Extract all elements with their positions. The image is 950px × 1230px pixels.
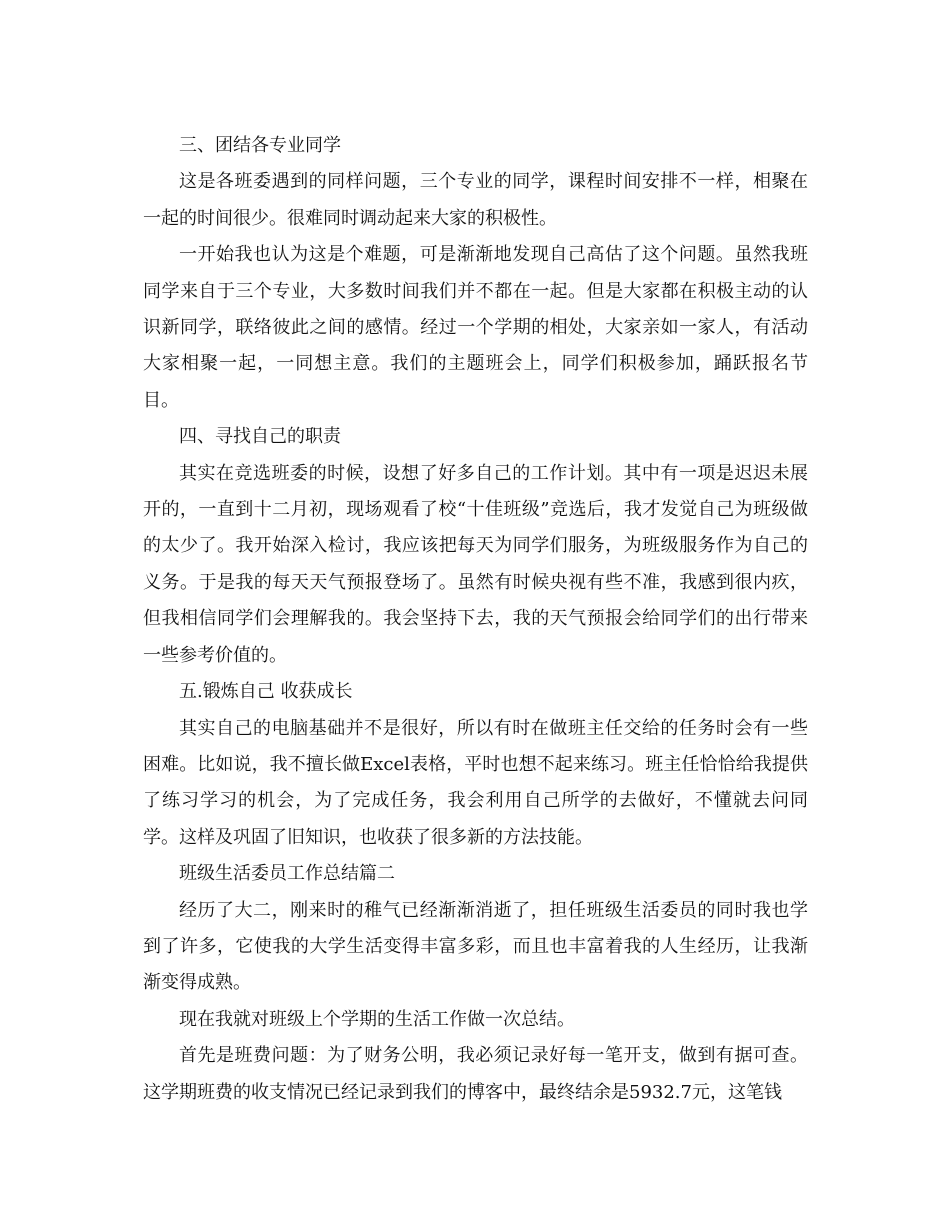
document-body [143, 128, 808, 1111]
paragraph: 这是各班委遇到的同样问题，三个专业的同学，课程时间安排不一样，相聚在一起的时间很少。很难同时调动起来大家的积极性。 [143, 171, 808, 229]
paragraph: 一开始我也认为这是个难题，可是渐渐地发现自己高估了这个问题。虽然我班同学来自于三个专业，大多数时间我们并不都在一起。但是大家都在积极主动的认识新同学，联络彼此之间的感情。经过一个学期的相处，大家亲如一家人，有活动大家相聚一起，一同想主意。我们的主题班会上，同学们积极参加，踊跃报名节目。 [143, 244, 808, 411]
heading-section-4: 四、寻找自己的职责 [179, 426, 341, 448]
paragraph: 其实自己的电脑基础并不是很好，所以有时在做班主任交给的任务时会有一些困难。比如说，我不擅长做Excel表格，平时也想不起来练习。班主任恰恰给我提供了练习学习的机会，为了完成任务，我会利用自己所学的去做好，不懂就去问同学。这样及巩固了旧知识，也收获了很多新的方法技能。 [143, 717, 808, 848]
heading-part-2: 班级生活委员工作总结篇二 [179, 863, 395, 885]
paragraph: 现在我就对班级上个学期的生活工作做一次总结。 [179, 1008, 575, 1030]
paragraph: 其实在竞选班委的时候，设想了好多自己的工作计划。其中有一项是迟迟未展开的，一直到十二月初，现场观看了校“十佳班级”竞选后，我才发觉自己为班级做的太少了。我开始深入检讨，我应该把每天为同学们服务，为班级服务作为自己的义务。于是我的每天天气预报登场了。虽然有时候央视有些不准，我感到很内疚，但我相信同学们会理解我的。我会坚持下去，我的天气预报会给同学们的出行带来一些参考价值的。 [143, 462, 808, 666]
heading-section-3: 三、团结各专业同学 [179, 135, 341, 156]
paragraph: 经历了大二，刚来时的稚气已经渐渐消逝了，担任班级生活委员的同时我也学到了许多，它使我的大学生活变得丰富多彩，而且也丰富着我的人生经历，让我渐渐变得成熟。 [143, 899, 808, 994]
heading-section-5: 五.锻炼自己 收获成长 [179, 681, 353, 703]
paragraph: 首先是班费问题：为了财务公明，我必须记录好每一笔开支，做到有据可查。这学期班费的收支情况已经记录到我们的博客中，最终结余是5932.7元，这笔钱 [143, 1045, 808, 1103]
